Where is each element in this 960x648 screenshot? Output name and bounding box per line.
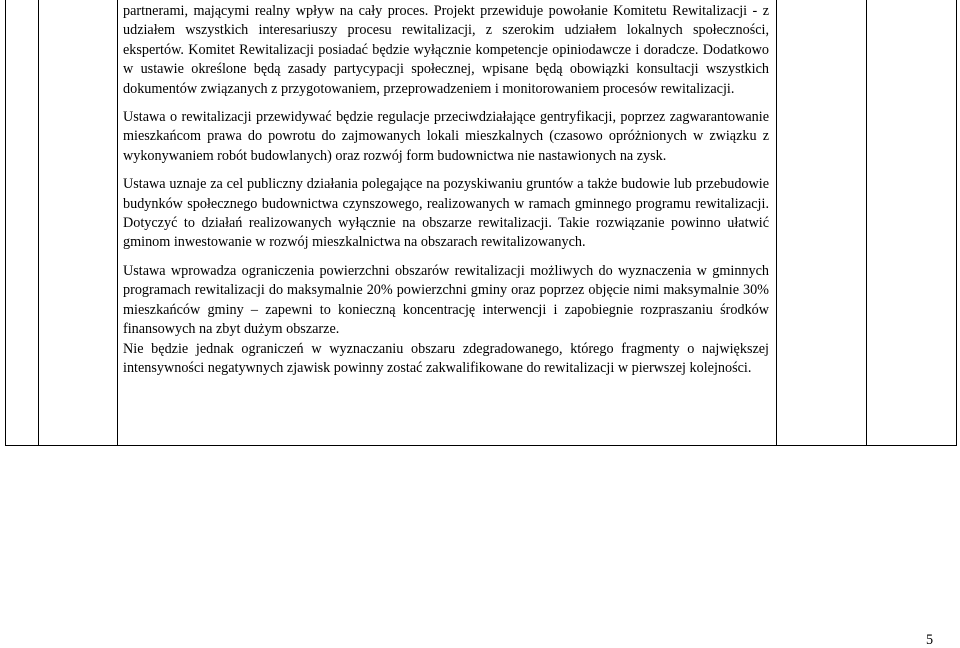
table-cell-content [123,2,769,378]
paragraph-gentrification: Ustawa o rewitalizacji przewidywać będzie regulacje przeciwdziałające gentryfikacji, poprzez zagwarantowanie mieszkańcom prawa do powrotu do zajmowanych lokali mieszkalnych (czasowo opróżnionych w związku z wykonywaniem robót budowlanych) oraz rozwój form budownictwa nie nastawionych na zysk. [123,109,769,164]
table-border-left [5,0,6,446]
page-number: 5 [926,632,934,648]
table-border-bottom [5,445,957,446]
table-column-divider [117,0,118,446]
paragraph-area-limits: Ustawa wprowadza ograniczenia powierzchni obszarów rewitalizacji możliwych do wyznaczenia w gminnych programach rewitalizacji do maksymalnie 20% powierzchni gminy oraz poprzez objęcie nimi maksymalnie 30% mieszkańców gminy – zapewni to konieczną koncentrację interwencji i zapobiegnie rozpraszaniu środków finansowych na zbyt dużym obszarze. [123,262,769,338]
table-column-divider [38,0,39,446]
table-column-divider [866,0,867,446]
paragraph-committee: partnerami, mającymi realny wpływ na cały proces. Projekt przewiduje powołanie Komitetu Rewitalizacji - z udziałem wszystkich interesariuszy procesu rewitalizacji, z szerokim udziałem lokalnych społeczności, ekspertów. Komitet Rewitalizacji posiadać będzie wyłącznie kompetencje opiniodawcze i doradcze. Dodatkowo w ustawie określone będą zasady partycypacji społecznej, wpisane będą obowiązki konsultacji wszystkich dokumentów związanych z przygotowaniem, przeprowadzeniem i monitorowaniem procesów rewitalizacji. [123,3,769,97]
table-border-right [956,0,957,446]
paragraph-degraded-area: Nie będzie jednak ograniczeń w wyznaczaniu obszaru zdegradowanego, którego fragmenty o największej intensywności negatywnych zjawisk powinny zostać zakwalifikowane do rewitalizacji w pierwszej kolejności. [123,340,769,376]
paragraph-public-purpose: Ustawa uznaje za cel publiczny działania polegające na pozyskiwaniu gruntów a także budowie lub przebudowie budynków społecznego budownictwa czynszowego, realizowanych w ramach gminnego programu rewitalizacji. Dotyczyć to działań realizowanych wyłącznie na obszarze rewitalizacji. Takie rozwiązanie powinno ułatwić gminom inwestowanie w rozwój mieszkalnictwa na obszarach rewitalizowanych. [123,176,769,251]
table-column-divider [776,0,777,446]
